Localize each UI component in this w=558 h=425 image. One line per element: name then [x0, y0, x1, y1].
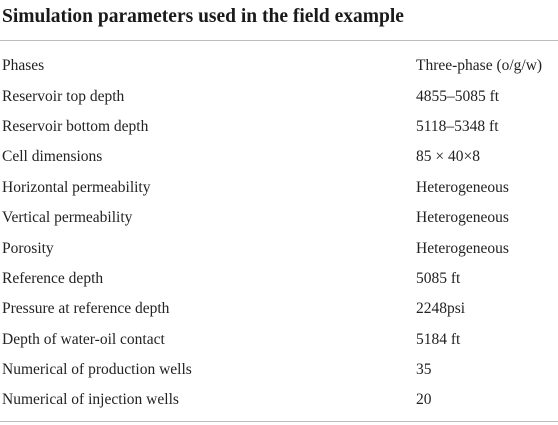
- value-cell: Heterogeneous: [416, 209, 509, 227]
- table-row: [0, 325, 558, 355]
- parameters-table: [0, 51, 558, 416]
- table-row: [0, 385, 558, 415]
- value-cell: Heterogeneous: [416, 239, 509, 257]
- parameter-cell: Reservoir top depth: [2, 87, 125, 105]
- table-row: [0, 233, 558, 263]
- parameter-cell: Horizontal permeability: [2, 178, 151, 196]
- value-cell: 5118–5348 ft: [416, 117, 499, 135]
- table-row: [0, 51, 558, 81]
- table-row: [0, 355, 558, 385]
- parameter-cell: Cell dimensions: [2, 148, 103, 166]
- table-title: Simulation parameters used in the field example: [2, 6, 404, 27]
- value-cell: 5085 ft: [416, 269, 461, 287]
- parameter-cell: Porosity: [2, 239, 54, 257]
- parameter-cell: Vertical permeability: [2, 209, 133, 227]
- table-row: [0, 142, 558, 172]
- parameter-cell: Reservoir bottom depth: [2, 117, 149, 135]
- table-row: [0, 81, 558, 111]
- value-cell: Three-phase (o/g/w): [416, 57, 543, 75]
- value-cell: 5184 ft: [416, 330, 461, 348]
- parameter-cell: Depth of water-oil contact: [2, 330, 165, 348]
- parameter-cell: Phases: [2, 57, 45, 75]
- table-row: [0, 264, 558, 294]
- value-cell: 35: [416, 361, 432, 379]
- table-row: [0, 294, 558, 324]
- table-row: [0, 173, 558, 203]
- table-bottom-rule: [0, 421, 558, 422]
- parameter-cell: Reference depth: [2, 269, 104, 287]
- table-row: [0, 112, 558, 142]
- table-top-rule: [0, 40, 558, 41]
- parameter-cell: Numerical of injection wells: [2, 391, 179, 409]
- parameter-cell: Numerical of production wells: [2, 361, 192, 379]
- value-cell: 4855–5085 ft: [416, 87, 500, 105]
- parameter-cell: Pressure at reference depth: [2, 300, 170, 318]
- value-cell: 85 × 40×8: [416, 148, 480, 166]
- value-cell: 2248psi: [416, 300, 466, 318]
- table-row: [0, 203, 558, 233]
- value-cell: 20: [416, 391, 432, 409]
- value-cell: Heterogeneous: [416, 178, 509, 196]
